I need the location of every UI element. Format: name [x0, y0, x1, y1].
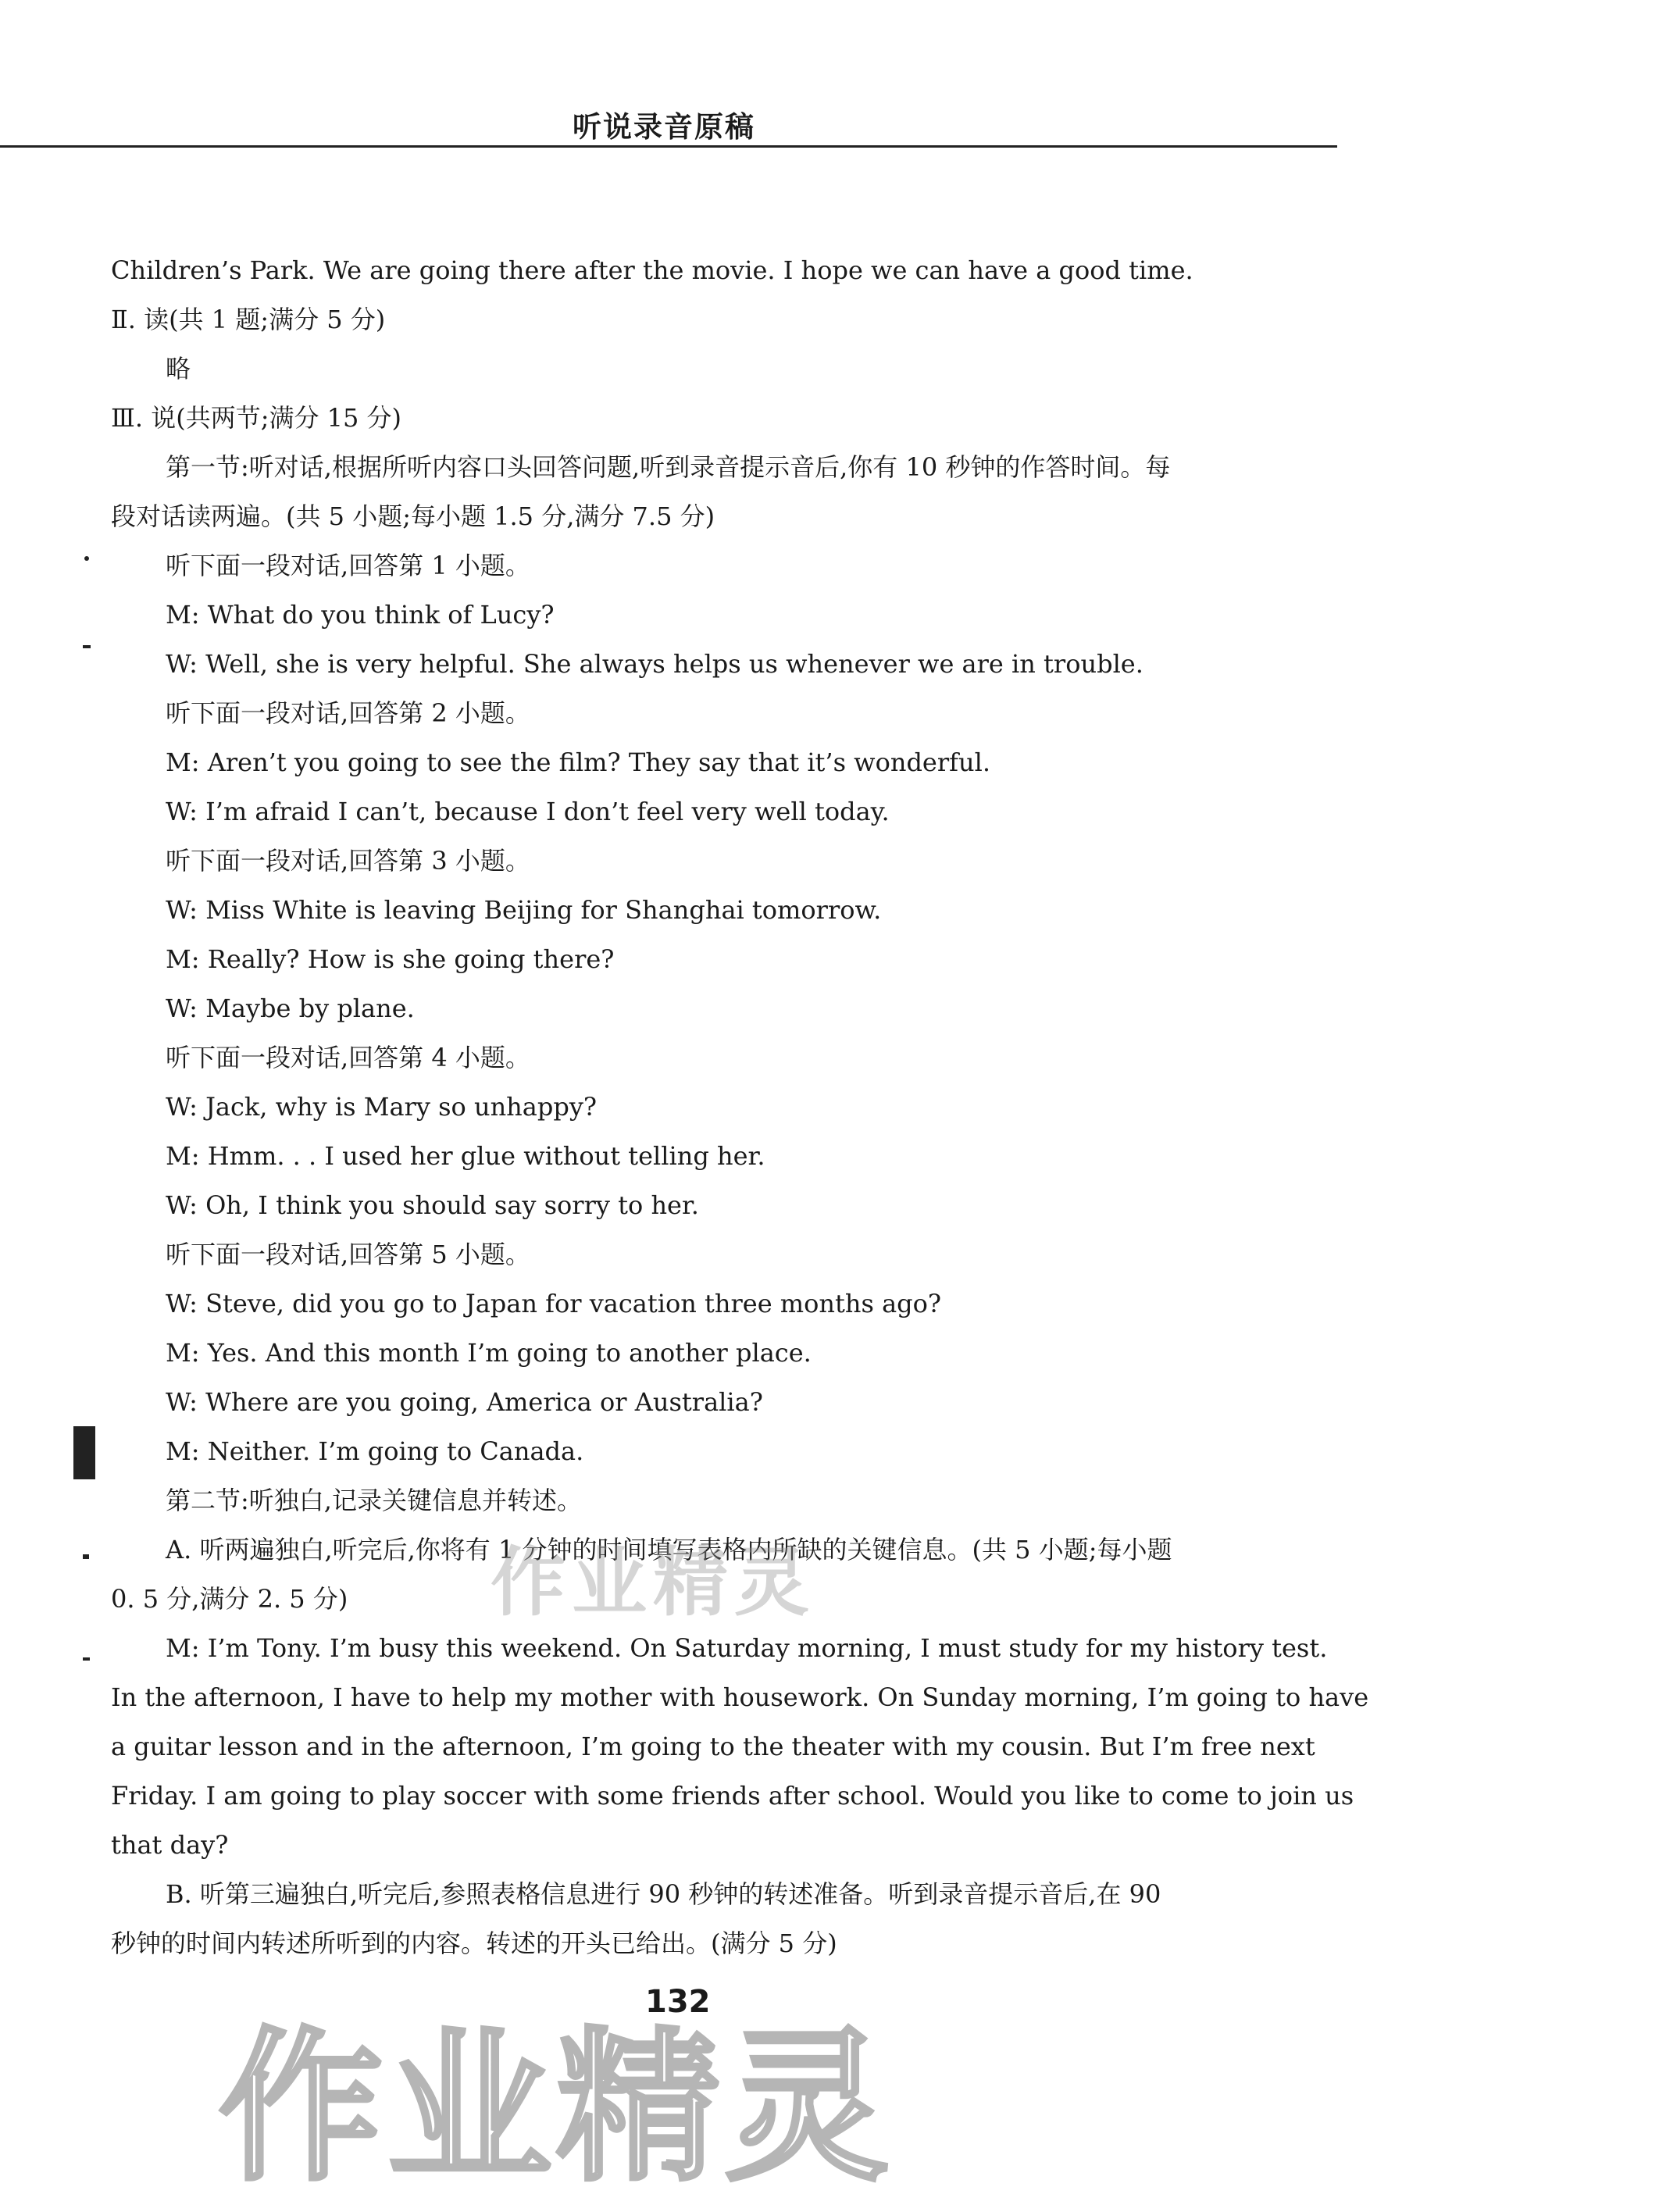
dialogue-line: W: Where are you going, America or Australia? — [166, 1387, 763, 1417]
monologue-line: M: I’m Tony. I’m busy this weekend. On Saturday morning, I must study for my history test. — [166, 1633, 1328, 1663]
dialogue-line: M: Really? How is she going there? — [166, 944, 615, 974]
dialogue-prompt: 听下面一段对话,回答第 1 小题。 — [166, 551, 530, 580]
dialogue-line: W: Miss White is leaving Beijing for Shanghai tomorrow. — [166, 895, 882, 925]
instruction-line: 0. 5 分,满分 2. 5 分) — [111, 1584, 348, 1614]
monologue-line: that day? — [111, 1830, 229, 1860]
dialogue-line: M: Hmm. . . I used her glue without telling her. — [166, 1141, 765, 1171]
header-divider — [0, 145, 1337, 148]
margin-dash — [83, 645, 91, 648]
instruction-line: B. 听第三遍独白,听完后,参照表格信息进行 90 秒钟的转述准备。听到录音提示音后,在 90 — [166, 1879, 1161, 1909]
text-line: 略 — [166, 354, 191, 384]
monologue-line: Friday. I am going to play soccer with some friends after school. Would you like to come to join us — [111, 1781, 1354, 1811]
dialogue-prompt: 听下面一段对话,回答第 5 小题。 — [166, 1240, 530, 1269]
text-line: Children’s Park. We are going there after the movie. I hope we can have a good time. — [111, 255, 1193, 285]
dialogue-line: W: Maybe by plane. — [166, 994, 415, 1023]
dialogue-line: M: What do you think of Lucy? — [166, 600, 555, 630]
dialogue-prompt: 听下面一段对话,回答第 4 小题。 — [166, 1043, 530, 1072]
dialogue-line: W: Well, she is very helpful. She always helps us whenever we are in trouble. — [166, 649, 1143, 679]
watermark-text: 作业精灵 — [491, 1539, 815, 1626]
dialogue-line: W: I’m afraid I can’t, because I don’t feel very well today. — [166, 797, 890, 826]
binding-mark — [73, 1426, 95, 1479]
margin-dash — [83, 1657, 90, 1661]
dialogue-line: W: Jack, why is Mary so unhappy? — [166, 1092, 598, 1122]
section-heading: Ⅲ. 说(共两节;满分 15 分) — [111, 403, 402, 433]
dialogue-line: M: Yes. And this month I’m going to another place. — [166, 1338, 812, 1368]
margin-dot — [84, 556, 89, 561]
dialogue-prompt: 听下面一段对话,回答第 2 小题。 — [166, 698, 530, 728]
monologue-line: In the afternoon, I have to help my mother with housework. On Sunday morning, I’m going to have — [111, 1682, 1369, 1712]
dialogue-line: M: Neither. I’m going to Canada. — [166, 1436, 584, 1466]
monologue-line: a guitar lesson and in the afternoon, I’m going to the theater with my cousin. But I’m free next — [111, 1732, 1315, 1761]
margin-dot — [83, 1554, 89, 1559]
instruction-line: 段对话读两遍。(共 5 小题;每小题 1.5 分,满分 7.5 分) — [111, 501, 715, 531]
dialogue-prompt: 听下面一段对话,回答第 3 小题。 — [166, 846, 530, 876]
instruction-line: 第一节:听对话,根据所听内容口头回答问题,听到录音提示音后,你有 10 秒钟的作答时间。每 — [166, 452, 1171, 482]
section-heading: Ⅱ. 读(共 1 题;满分 5 分) — [111, 305, 386, 334]
dialogue-line: W: Oh, I think you should say sorry to her. — [166, 1190, 699, 1220]
instruction-line: 秒钟的时间内转述所听到的内容。转述的开头已给出。(满分 5 分) — [111, 1928, 837, 1958]
dialogue-line: M: Aren’t you going to see the film? They say that it’s wonderful. — [166, 747, 991, 777]
instruction-line: A. 听两遍独白,听完后,你将有 1 分钟的时间填写表格内所缺的关键信息。(共 5 小题;每小题 — [166, 1535, 1172, 1564]
page-number: 132 — [645, 1984, 711, 2020]
dialogue-line: W: Steve, did you go to Japan for vacation three months ago? — [166, 1289, 942, 1318]
subsection-heading: 第二节:听独白,记录关键信息并转述。 — [166, 1486, 582, 1515]
page-header-title: 听说录音原稿 — [573, 110, 755, 144]
watermark-logo: 作业精灵 — [219, 2012, 894, 2203]
